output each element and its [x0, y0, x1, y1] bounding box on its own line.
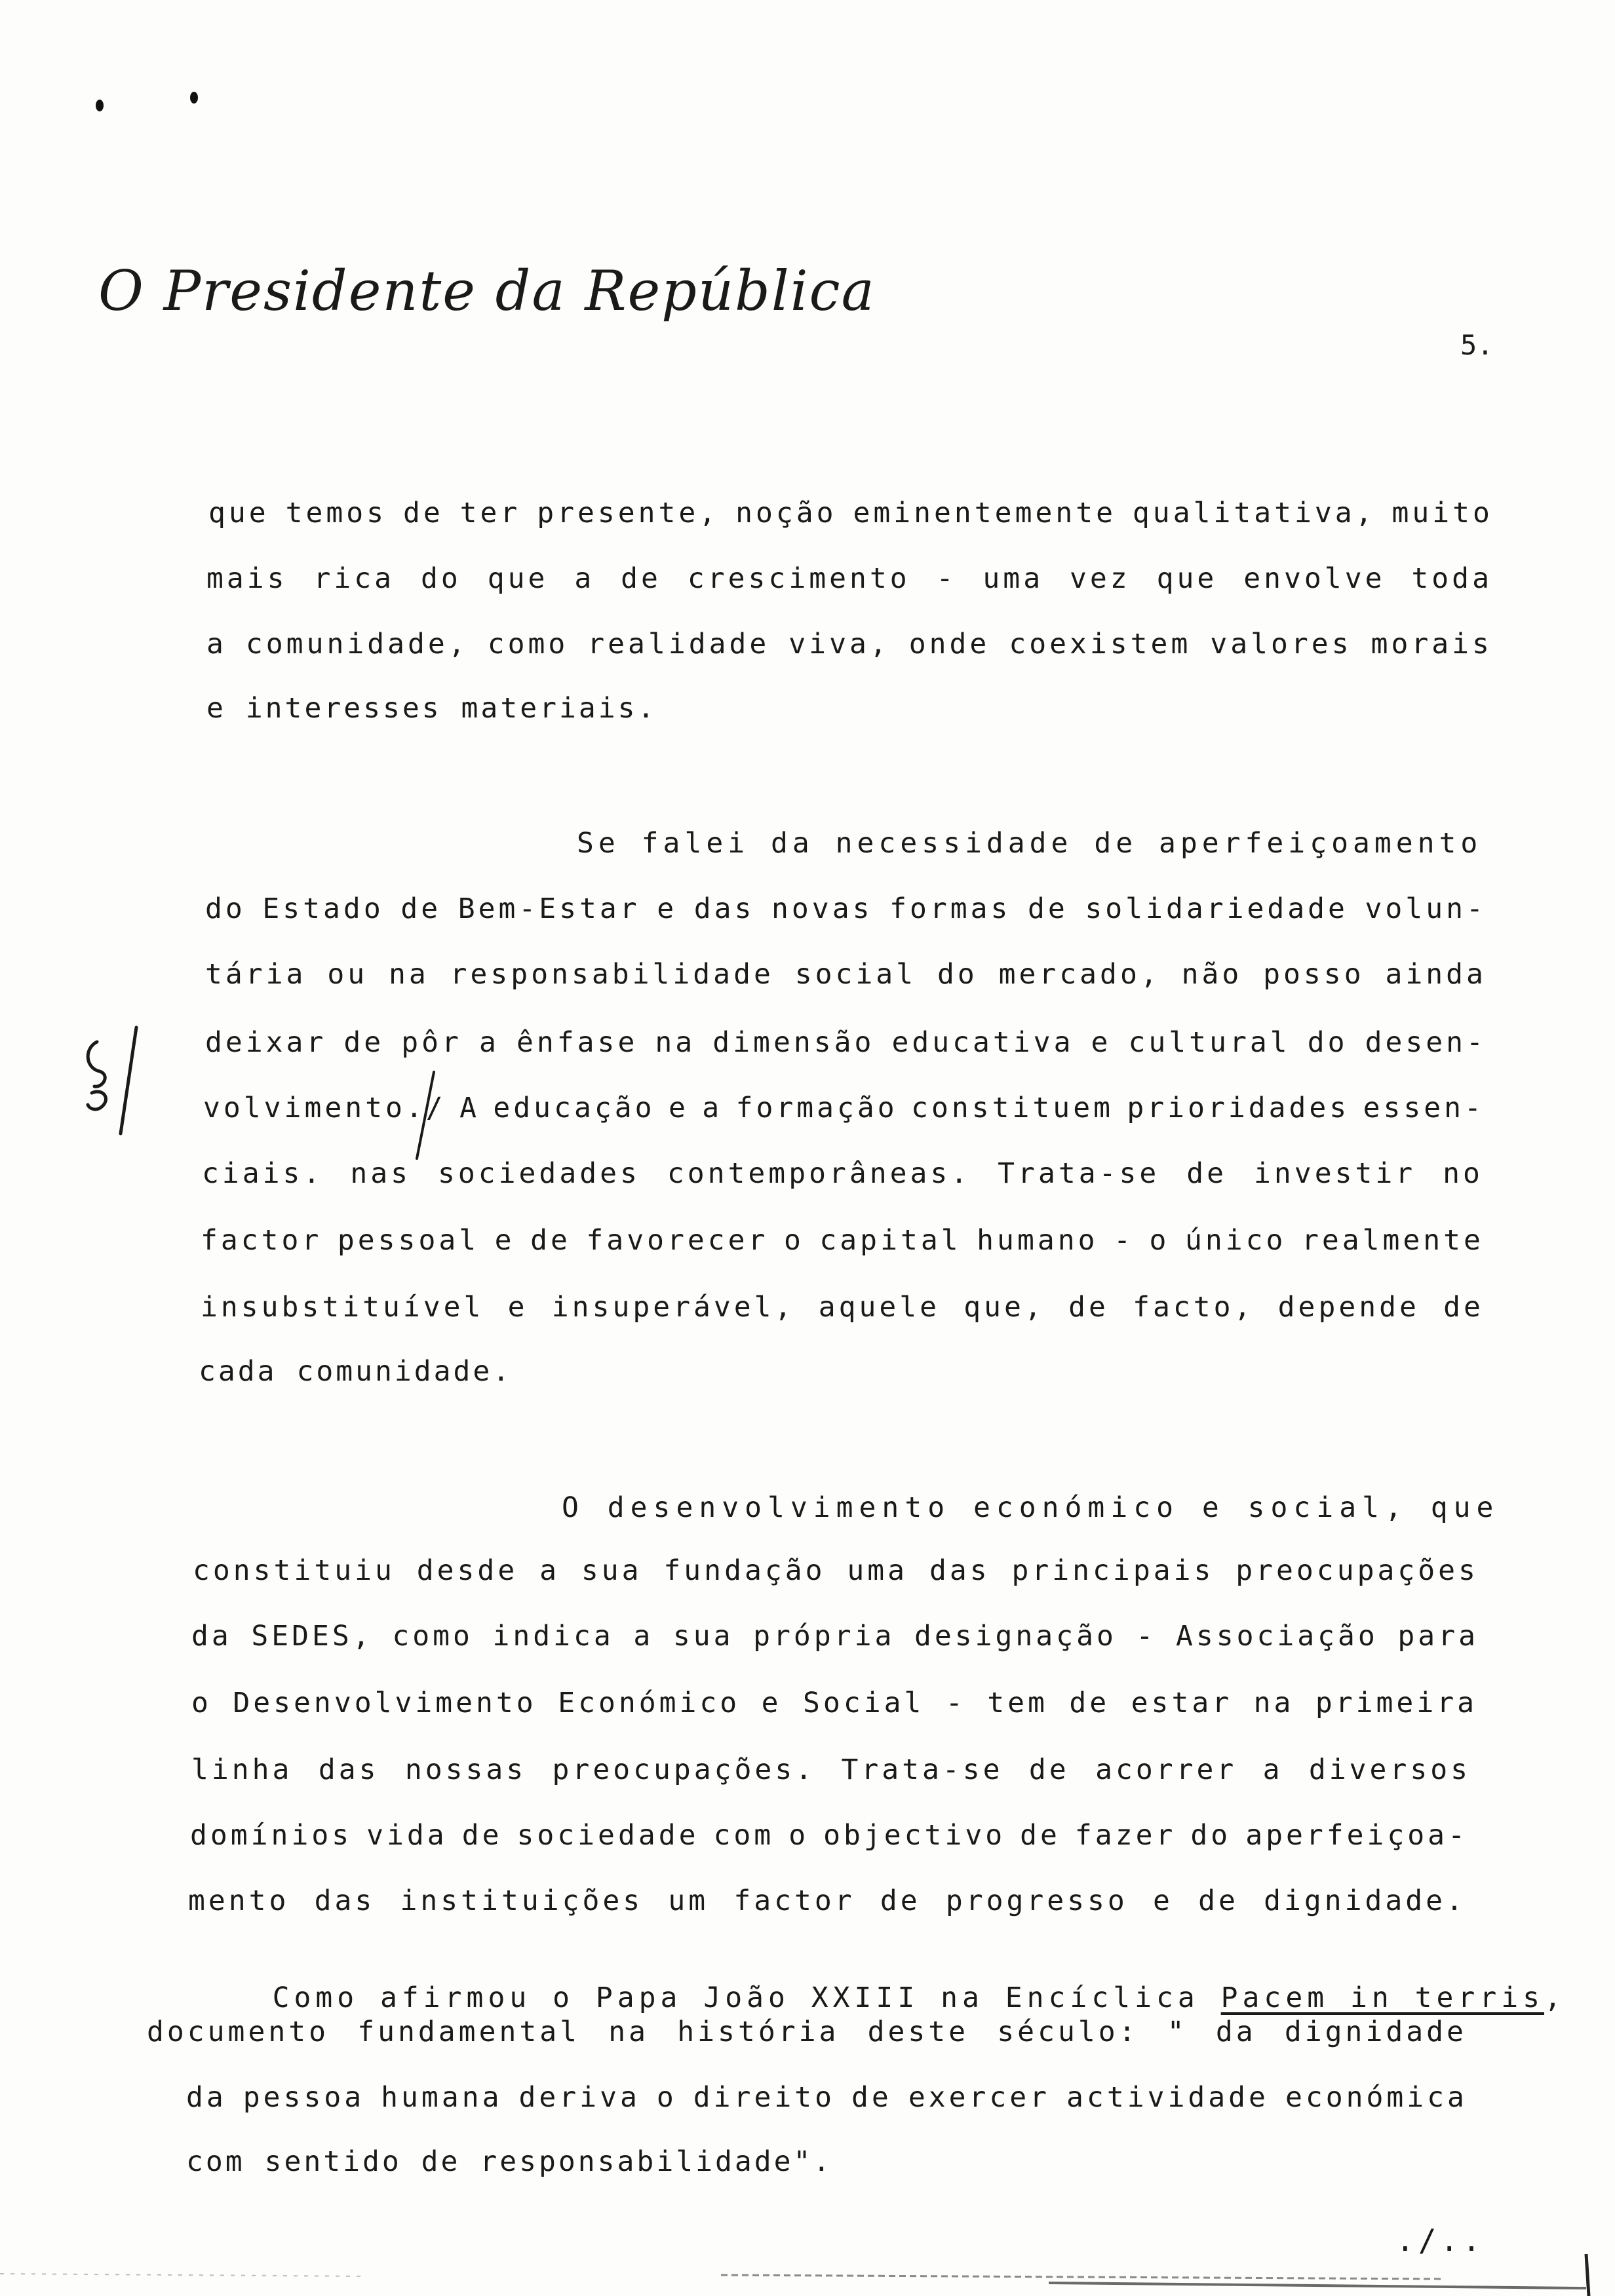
paragraph-3-line-1: O desenvolvimento económico e social, que — [562, 1491, 1500, 1524]
scan-edge-noise — [0, 2228, 1615, 2296]
paragraph-3-line-5: linha das nossas preocupações. Trata-se de acorrer a diversos — [191, 1753, 1471, 1786]
encyclical-title: Pacem in terris — [1220, 1981, 1544, 2014]
scan-speck — [96, 100, 104, 111]
paragraph-3-line-9: documento fundamental na história deste século: " da dignidade — [147, 2016, 1467, 2048]
letterhead: O Presidente da República — [98, 259, 876, 323]
paragraph-2-line-4: deixar de pôr a ênfase na dimensão educativa e cultural do desen- — [205, 1026, 1487, 1059]
paragraph-2-line-5: volvimento./ A educação e a formação constituem prioridades essen- — [203, 1092, 1485, 1124]
paragraph-2-line-3: tária ou na responsabilidade social do mercado, não posso ainda — [205, 958, 1487, 991]
paragraph-1-line-2: mais rica do que a de crescimento - uma vez que envolve toda — [206, 562, 1492, 595]
paragraph-2-line-7: factor pessoal e de favorecer o capital humano - o único realmente — [201, 1224, 1484, 1257]
handwritten-slash-mark — [412, 1069, 438, 1161]
encyclical-title-comma: , — [1544, 1981, 1566, 2014]
paragraph-3-line-2: constituiu desde a sua fundação uma das principais preocupações — [193, 1554, 1479, 1587]
paragraph-2-line-6: ciais. nas sociedades contemporâneas. Trata-se de investir no — [202, 1157, 1483, 1190]
handwritten-margin-mark — [77, 1022, 149, 1140]
paragraph-2-line-2: do Estado de Bem-Estar e das novas formas de solidariedade volun- — [205, 892, 1487, 925]
paragraph-3-line-3: da SEDES, como indica a sua própria designação - Associação para — [191, 1620, 1479, 1653]
paragraph-1-line-4: e interesses materiais. — [206, 692, 657, 725]
paragraph-3-line-11: com sentido de responsabilidade". — [186, 2145, 833, 2178]
paragraph-1-line-1: que temos de ter presente, noção eminentemente qualitativa, muito — [208, 497, 1493, 529]
paragraph-3-line-6: domínios vida de sociedade com o objectivo de fazer do aperfeiçoa- — [190, 1819, 1468, 1852]
paragraph-1-line-3: a comunidade, como realidade viva, onde coexistem valores morais — [206, 628, 1492, 660]
page-number: 5. — [1460, 329, 1494, 361]
paragraph-2-line-1: Se falei da necessidade de aperfeiçoamento — [577, 827, 1483, 860]
continuation-mark: ./.. — [1396, 2223, 1485, 2258]
scan-speck — [190, 92, 198, 104]
paragraph-2-line-8: insubstituível e insuperável, aquele que, de facto, depende de — [201, 1291, 1484, 1324]
paragraph-3-line-10: da pessoa humana deriva o direito de exercer actividade económica — [186, 2081, 1468, 2114]
paragraph-3-line-8-text: Como afirmou o Papa João XXIII na Encíclica — [272, 1981, 1221, 2014]
paragraph-3-line-7: mento das instituições um factor de progresso e de dignidade. — [188, 1885, 1466, 1917]
paragraph-2-line-9: cada comunidade. — [199, 1355, 513, 1388]
paragraph-3-line-4: o Desenvolvimento Económico e Social - tem de estar na primeira — [191, 1687, 1477, 1719]
